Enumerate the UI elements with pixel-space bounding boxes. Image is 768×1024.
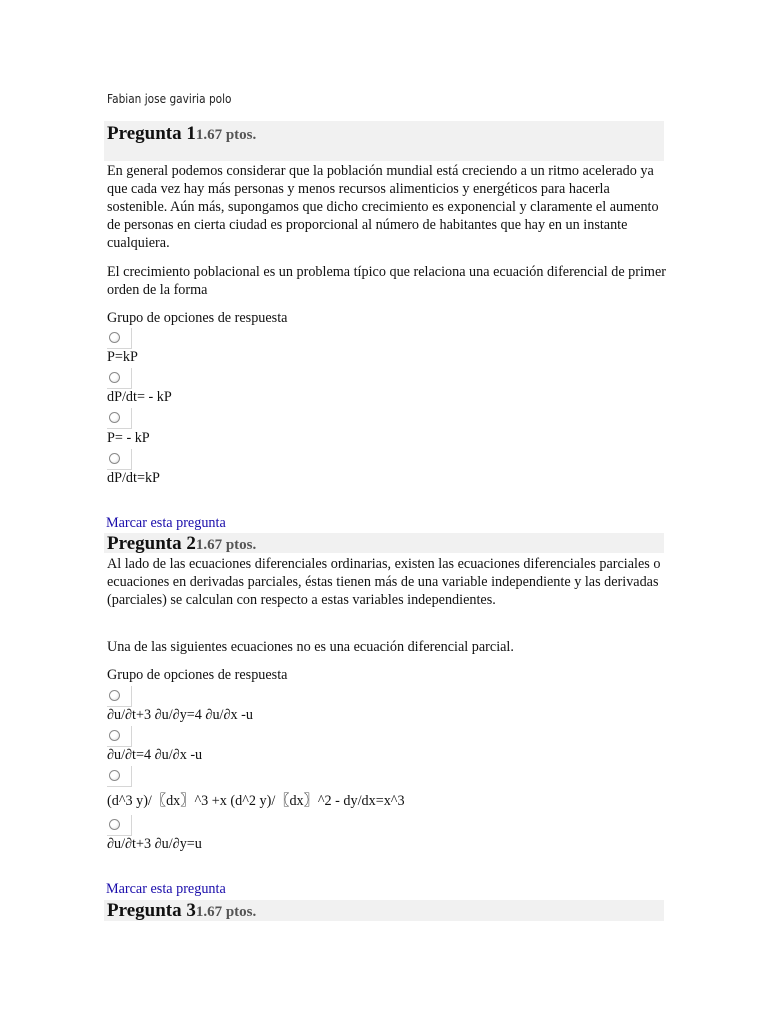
radio-circle-icon [109, 453, 120, 464]
question-1-group-label: Grupo de opciones de respuesta [107, 310, 288, 326]
question-2-paragraph-2: Una de las siguientes ecuaciones no es una ecuación diferencial parcial. [107, 639, 514, 655]
question-1-option-2-label: dP/dt= - kP [107, 389, 172, 405]
question-3-title: Pregunta 3 [107, 900, 196, 921]
radio-circle-icon [109, 332, 120, 343]
question-3-header [104, 900, 664, 921]
radio-circle-icon [109, 690, 120, 701]
question-2-title: Pregunta 2 [107, 533, 196, 554]
radio-circle-icon [109, 730, 120, 741]
question-2-option-2-label: ∂u/∂t=4 ∂u/∂x -u [107, 747, 203, 763]
radio-circle-icon [109, 770, 120, 781]
question-2-option-3-radio[interactable] [107, 766, 132, 787]
question-2-option-3-label: (d^3 y)/〖dx〗^3 +x (d^2 y)/〖dx〗^2 - dy/dx=x^3 [107, 793, 405, 809]
question-2-option-2-radio[interactable] [107, 726, 132, 747]
author-name: Fabian jose gaviria polo [107, 92, 232, 106]
question-2-header [104, 533, 664, 553]
question-2-paragraph-1: Al lado de las ecuaciones diferenciales ordinarias, existen las ecuaciones diferenciales parciales o ecuaciones en derivadas parciales, éstas tienen más de una variable independiente y las derivadas (parciales) se calculan con respecto a estas variables independientes. [107, 556, 661, 608]
radio-circle-icon [109, 372, 120, 383]
question-1-option-4-radio[interactable] [107, 449, 132, 470]
question-2-option-1-label: ∂u/∂t+3 ∂u/∂y=4 ∂u/∂x -u [107, 707, 253, 723]
question-3-points: 1.67 ptos. [195, 904, 257, 920]
question-1-option-4-label: dP/dt=kP [107, 470, 160, 486]
question-2-option-4-label: ∂u/∂t+3 ∂u/∂y=u [107, 836, 202, 852]
question-2-group-label: Grupo de opciones de respuesta [107, 667, 288, 683]
question-2-option-4-radio[interactable] [107, 815, 132, 836]
question-1-paragraph-1: En general podemos considerar que la población mundial está creciendo a un ritmo acelerado ya que cada vez hay más personas y menos recursos alimenticios y energéticos para hacerla sostenible. Aún más, supongamos que dicho crecimiento es exponencial y claramente el aumento de personas en cierta ciudad es proporcional al número de habitantes que hay en un instante cualquiera. [107, 163, 659, 251]
question-1-paragraph-2: El crecimiento poblacional es un problema típico que relaciona una ecuación diferencial de primer orden de la forma [107, 264, 666, 298]
mark-question-1-link[interactable]: Marcar esta pregunta [106, 515, 226, 531]
question-1-option-1-radio[interactable] [107, 328, 132, 349]
radio-circle-icon [109, 412, 120, 423]
question-2-option-1-radio[interactable] [107, 686, 132, 707]
question-1-option-1-label: P=kP [107, 349, 138, 365]
mark-question-2-link[interactable]: Marcar esta pregunta [106, 881, 226, 897]
question-1-option-3-radio[interactable] [107, 408, 132, 429]
question-1-option-2-radio[interactable] [107, 368, 132, 389]
question-1-option-3-label: P= - kP [107, 430, 150, 446]
question-1-title: Pregunta 1 [107, 123, 196, 144]
question-1-header [104, 121, 664, 161]
question-2-points: 1.67 ptos. [195, 537, 257, 553]
radio-circle-icon [109, 819, 120, 830]
question-1-points: 1.67 ptos. [195, 127, 257, 143]
